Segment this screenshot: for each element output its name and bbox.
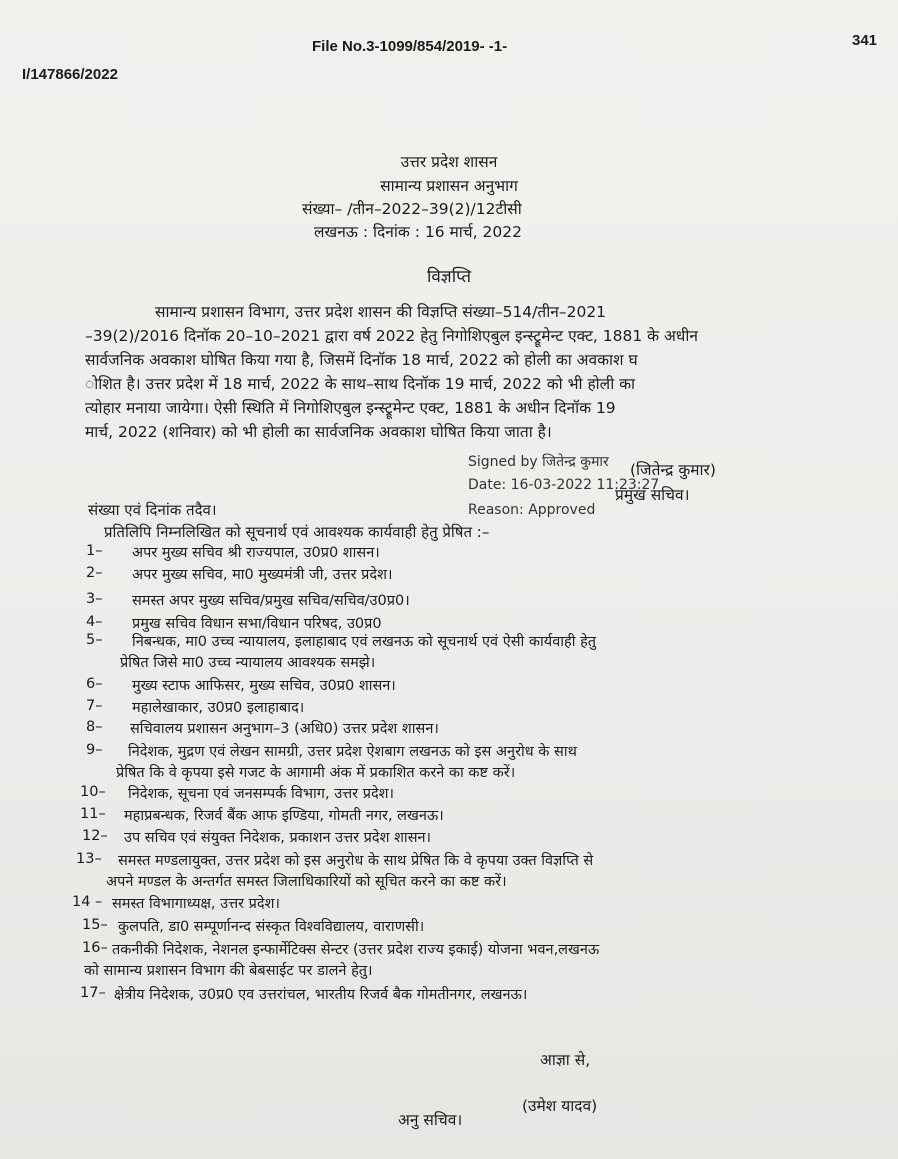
recipient-line: कुलपति, डा0 सम्पूर्णानन्द संस्कृत विश्वविद्यालय, वाराणसी। bbox=[118, 919, 425, 935]
signature-date: Date: 16-03-2022 11:23:27 bbox=[468, 477, 660, 493]
recipient-line: समस्त मण्डलायुक्त, उत्तर प्रदेश को इस अनुरोध के साथ प्रेषित कि वे कृपया उक्त विज्ञप्ति से bbox=[118, 853, 594, 869]
recipient-number: 6– bbox=[86, 676, 103, 692]
recipient-line: निदेशक, मुद्रण एवं लेखन सामग्री, उत्तर प्रदेश ऐशबाग लखनऊ को इस अनुरोध के साथ bbox=[128, 744, 577, 760]
recipient-number: 7– bbox=[86, 698, 103, 714]
recipient-number: 13– bbox=[76, 851, 102, 867]
recipient-line: प्रेषित कि वे कृपया इसे गजट के आगामी अंक में प्रकाशित करने का कष्ट करें। bbox=[116, 765, 516, 781]
government-name: उत्तर प्रदेश शासन bbox=[400, 153, 498, 171]
recipient-item bbox=[118, 917, 424, 938]
recipient-line: प्रमुख सचिव विधान सभा/विधान परिषद, उ0प्र0 bbox=[132, 616, 382, 632]
recipient-line: महाप्रबन्धक, रिजर्व बैंक आफ इण्डिया, गोमती नगर, लखनऊ। bbox=[124, 808, 444, 824]
body-line: मार्च, 2022 (शनिवार) को भी होली का सार्वजनिक अवकाश घोषित किया जाता है। bbox=[85, 423, 552, 441]
recipient-number: 4– bbox=[86, 614, 103, 630]
recipient-number: 8– bbox=[86, 719, 103, 735]
recipient-line: मुख्य स्टाफ आफिसर, मुख्य सचिव, उ0प्र0 शासन। bbox=[132, 678, 396, 694]
signatory-name: (जितेन्द्र कुमार) bbox=[630, 461, 716, 479]
signed-by: Signed by जितेन्द्र कुमार bbox=[468, 454, 609, 470]
notification-title: विज्ञप्ति bbox=[426, 267, 472, 287]
place-date: लखनऊ : दिनांक : 16 मार्च, 2022 bbox=[314, 223, 522, 241]
recipient-item bbox=[128, 784, 394, 805]
recipient-line: प्रेषित जिसे मा0 उच्च न्यायालय आवश्यक समझे। bbox=[120, 655, 376, 671]
recipient-line: समस्त अपर मुख्य सचिव/प्रमुख सचिव/सचिव/उ0प्र0। bbox=[132, 593, 410, 609]
recipient-number: 9– bbox=[86, 742, 103, 758]
letter-number: संख्या– /तीन–2022–39(2)/12टीसी bbox=[302, 200, 522, 218]
body-line: ोशित है। उत्तर प्रदेश में 18 मार्च, 2022 के साथ–साथ दिनॉक 19 मार्च, 2022 को भी होली का bbox=[85, 375, 636, 393]
recipient-line: अपर मुख्य सचिव, मा0 मुख्यमंत्री जी, उत्तर प्रदेश। bbox=[132, 567, 393, 583]
recipient-line: अपर मुख्य सचिव श्री राज्यपाल, उ0प्र0 शासन। bbox=[132, 545, 380, 561]
recipient-number: 15– bbox=[82, 917, 108, 933]
by-order: आज्ञा से, bbox=[540, 1051, 591, 1069]
copy-heading: संख्या एवं दिनांक तदैव। bbox=[88, 501, 217, 519]
recipient-number: 10– bbox=[80, 784, 106, 800]
recipient-item bbox=[106, 851, 594, 893]
body-line: –39(2)/2016 दिनॉक 20–10–2021 द्वारा वर्ष 2022 हेतु निगोशिएबुल इन्स्ट्रूमेन्ट एक्ट, 1881 के अधीन bbox=[85, 327, 698, 345]
recipient-line: महालेखाकार, उ0प्र0 इलाहाबाद। bbox=[132, 700, 305, 716]
recipient-item bbox=[112, 894, 280, 915]
recipient-number: 5– bbox=[86, 632, 103, 648]
copy-intro: प्रतिलिपि निम्नलिखित को सूचनार्थ एवं आवश्यक कार्यवाही हेतु प्रेषित :– bbox=[104, 523, 490, 541]
recipient-item bbox=[120, 632, 597, 674]
recipient-number: 14 – bbox=[72, 894, 103, 910]
recipient-number: 17– bbox=[80, 985, 106, 1001]
recipient-line: अपने मण्डल के अन्तर्गत समस्त जिलाधिकारियों को सूचित करने का कष्ट करें। bbox=[106, 874, 507, 890]
recipient-number: 2– bbox=[86, 565, 103, 581]
body-line: सामान्य प्रशासन विभाग, उत्तर प्रदेश शासन की विज्ञप्ति संख्या–514/तीन–2021 bbox=[155, 303, 607, 321]
recipient-line: समस्त विभागाध्यक्ष, उत्तर प्रदेश। bbox=[112, 896, 280, 912]
recipient-item bbox=[132, 676, 396, 697]
recipient-line: उप सचिव एवं संयुक्त निदेशक, प्रकाशन उत्तर प्रदेश शासन। bbox=[124, 830, 432, 846]
recipient-line: सचिवालय प्रशासन अनुभाग–3 (अधि0) उत्तर प्रदेश शासन। bbox=[130, 721, 439, 737]
recipient-line: निबन्धक, मा0 उच्च न्यायालय, इलाहाबाद एवं लखनऊ को सूचनार्थ एवं ऐसी कार्यवाही हेतु bbox=[132, 634, 597, 650]
recipient-line: निदेशक, सूचना एवं जनसम्पर्क विभाग, उत्तर प्रदेश। bbox=[128, 786, 395, 802]
page-number: 341 bbox=[852, 32, 878, 49]
recipient-number: 11– bbox=[80, 806, 106, 822]
notification-body bbox=[85, 300, 775, 444]
recipient-item bbox=[132, 698, 304, 719]
recipient-line: तकनीकी निदेशक, नेशनल इन्फार्मेटिक्स सेन्टर (उत्तर प्रदेश राज्य इकाई) योजना भवन,लखनऊ bbox=[112, 942, 600, 958]
file-number: File No.3-1099/854/2019- -1- bbox=[312, 38, 508, 55]
signature-reason: Reason: Approved bbox=[468, 502, 596, 518]
body-line: त्योहार मनाया जायेगा। ऐसी स्थिति में निगोशिएबुल इन्स्ट्रूमेन्ट एक्ट, 1881 के अधीन दिनॉक 19 bbox=[85, 399, 616, 417]
section-name: सामान्य प्रशासन अनुभाग bbox=[380, 177, 518, 195]
recipient-item bbox=[132, 565, 392, 586]
recipient-line: क्षेत्रीय निदेशक, उ0प्र0 एव उत्तरांचल, भारतीय रिजर्व बैक गोमतीनगर, लखनऊ। bbox=[114, 987, 528, 1003]
recipient-item bbox=[124, 828, 431, 849]
recipient-item bbox=[132, 543, 380, 564]
recipient-number: 12– bbox=[82, 828, 108, 844]
officer-designation: अनु सचिव। bbox=[398, 1111, 463, 1129]
recipient-item bbox=[130, 719, 439, 740]
signatory-designation: प्रमुख सचिव। bbox=[615, 486, 690, 504]
recipient-item bbox=[132, 591, 410, 612]
recipient-item bbox=[124, 806, 444, 827]
recipient-number: 1– bbox=[86, 543, 103, 559]
body-line: सार्वजनिक अवकाश घोषित किया गया है, जिसमें दिनॉक 18 मार्च, 2022 को होली का अवकाश घ bbox=[85, 351, 638, 369]
officer-name: (उमेश यादव) bbox=[522, 1097, 598, 1115]
recipient-number: 3– bbox=[86, 591, 103, 607]
recipient-item bbox=[114, 985, 527, 1006]
recipient-number: 16– bbox=[82, 940, 108, 956]
recipient-line: को सामान्य प्रशासन विभाग की बेबसाईट पर डालने हेतु। bbox=[84, 963, 373, 979]
recipient-item bbox=[116, 742, 577, 784]
receipt-number: I/147866/2022 bbox=[22, 66, 118, 83]
